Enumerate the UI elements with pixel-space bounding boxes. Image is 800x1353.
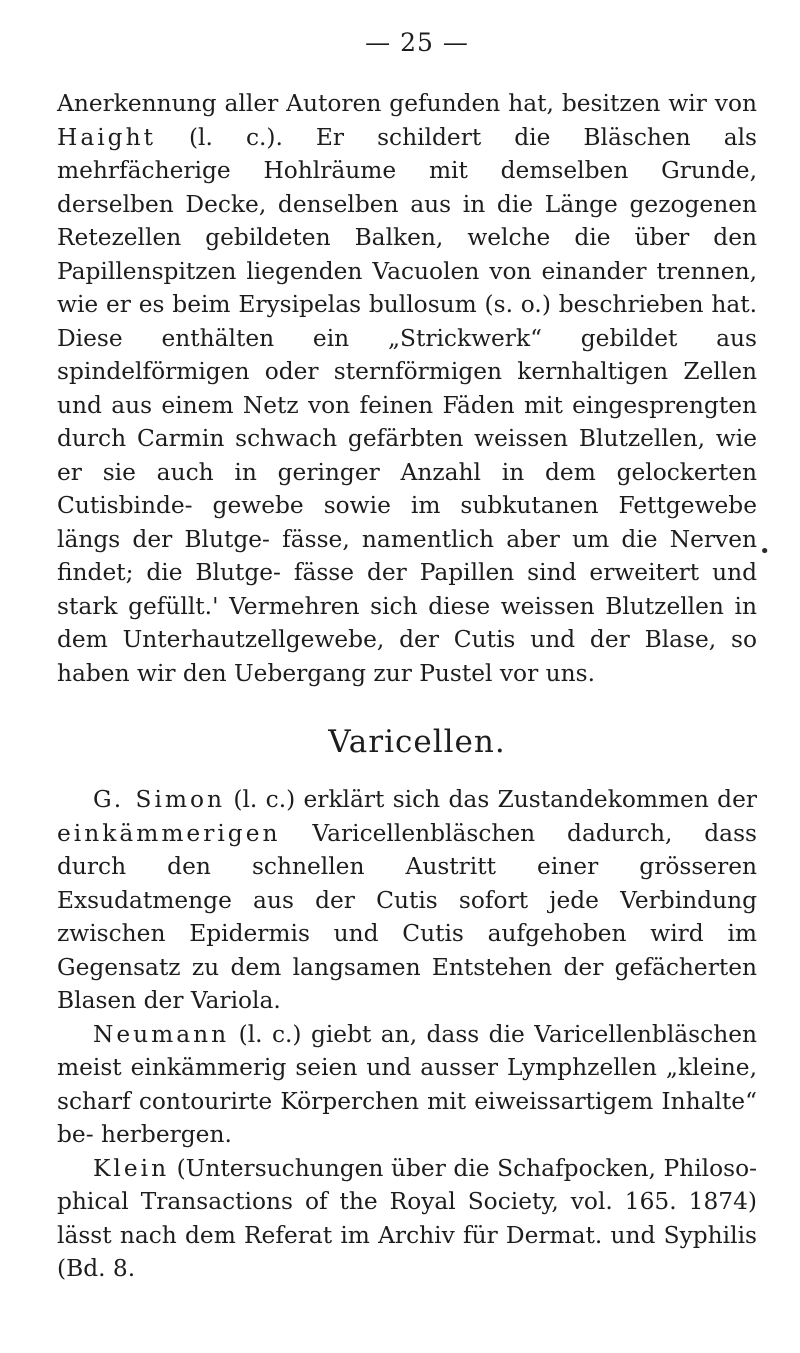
spaced-word: einkämmerigen <box>57 819 281 847</box>
paragraph-start: Anerkennung aller Autoren gefunden hat, besitzen wir von <box>57 90 757 117</box>
paragraph-body: (l. c.). Er schildert die Bläschen als mehrfächerige Hohlräume mit demselben Grunde, derselben Decke, denselben aus in die Länge gezogenen Retezellen gebildeten Balken, welche die über den Papillenspitzen liegenden Vacuolen von einander trennen, wie er es beim Erysipelas bullosum (s. o.) beschrieben hat. Diese enthälten ein „Strickwerk“ gebildet aus spindelförmigen oder sternförmigen kernhaltigen Zellen und aus einem Netz von feinen Fäden mit eingesprengten durch Carmin schwach gefärbten weissen Blutzellen, wie er sie auch in geringer Anzahl in dem gelockerten Cutisbinde- gewebe sowie im subkutanen Fettgewebe längs der Blutge- fässe, namentlich aber um die Nerven findet; die Blutge- fässe der Papillen sind erweitert und stark gefüllt.' Vermehren sich diese weissen Blutzellen in dem Unterhautzellgewebe, der Cutis und der Blase, so haben wir den Uebergang zur Pustel vor uns. <box>57 123 757 687</box>
author-klein: Klein <box>93 1154 170 1182</box>
page <box>57 28 757 1286</box>
paragraph-neumann <box>57 1018 757 1152</box>
page-number: — 25 — <box>365 28 469 57</box>
margin-mark: • <box>759 541 770 562</box>
paragraph-simon <box>57 783 757 1018</box>
paragraph-klein <box>57 1152 757 1286</box>
author-neumann: Neumann <box>93 1020 230 1048</box>
simon-text-2: Varicellenbläschen dadurch, dass durch den schnellen Austritt einer grösseren Exsudatmenge aus der Cutis sofort jede Verbindung zwischen Epidermis und Cutis aufgehoben wird im Gegensatz zu dem langsamen Entstehen der gefächerten Blasen der Variola. <box>57 819 757 1014</box>
author-haight: Haight <box>57 123 156 151</box>
simon-text-1: (l. c.) erklärt sich das Zustandekommen der <box>225 786 757 813</box>
paragraph-haight <box>57 87 757 690</box>
author-simon: G. Simon <box>93 786 226 813</box>
neumann-text: (l. c.) giebt an, dass die Varicellenbläschen meist einkämmerig seien und ausser Lymphzellen „kleine, scharf contourirte Körperchen mit eiweissartigem Inhalte“ be- herbergen. <box>57 1020 757 1148</box>
section-heading: Varicellen. <box>328 724 506 760</box>
klein-text: (Untersuchungen über die Schafpocken, Philoso- phical Transactions of the Royal Society, vol. 165. 1874) lässt nach dem Referat im Archiv für Dermat. und Syphilis (Bd. 8. <box>57 1154 757 1282</box>
